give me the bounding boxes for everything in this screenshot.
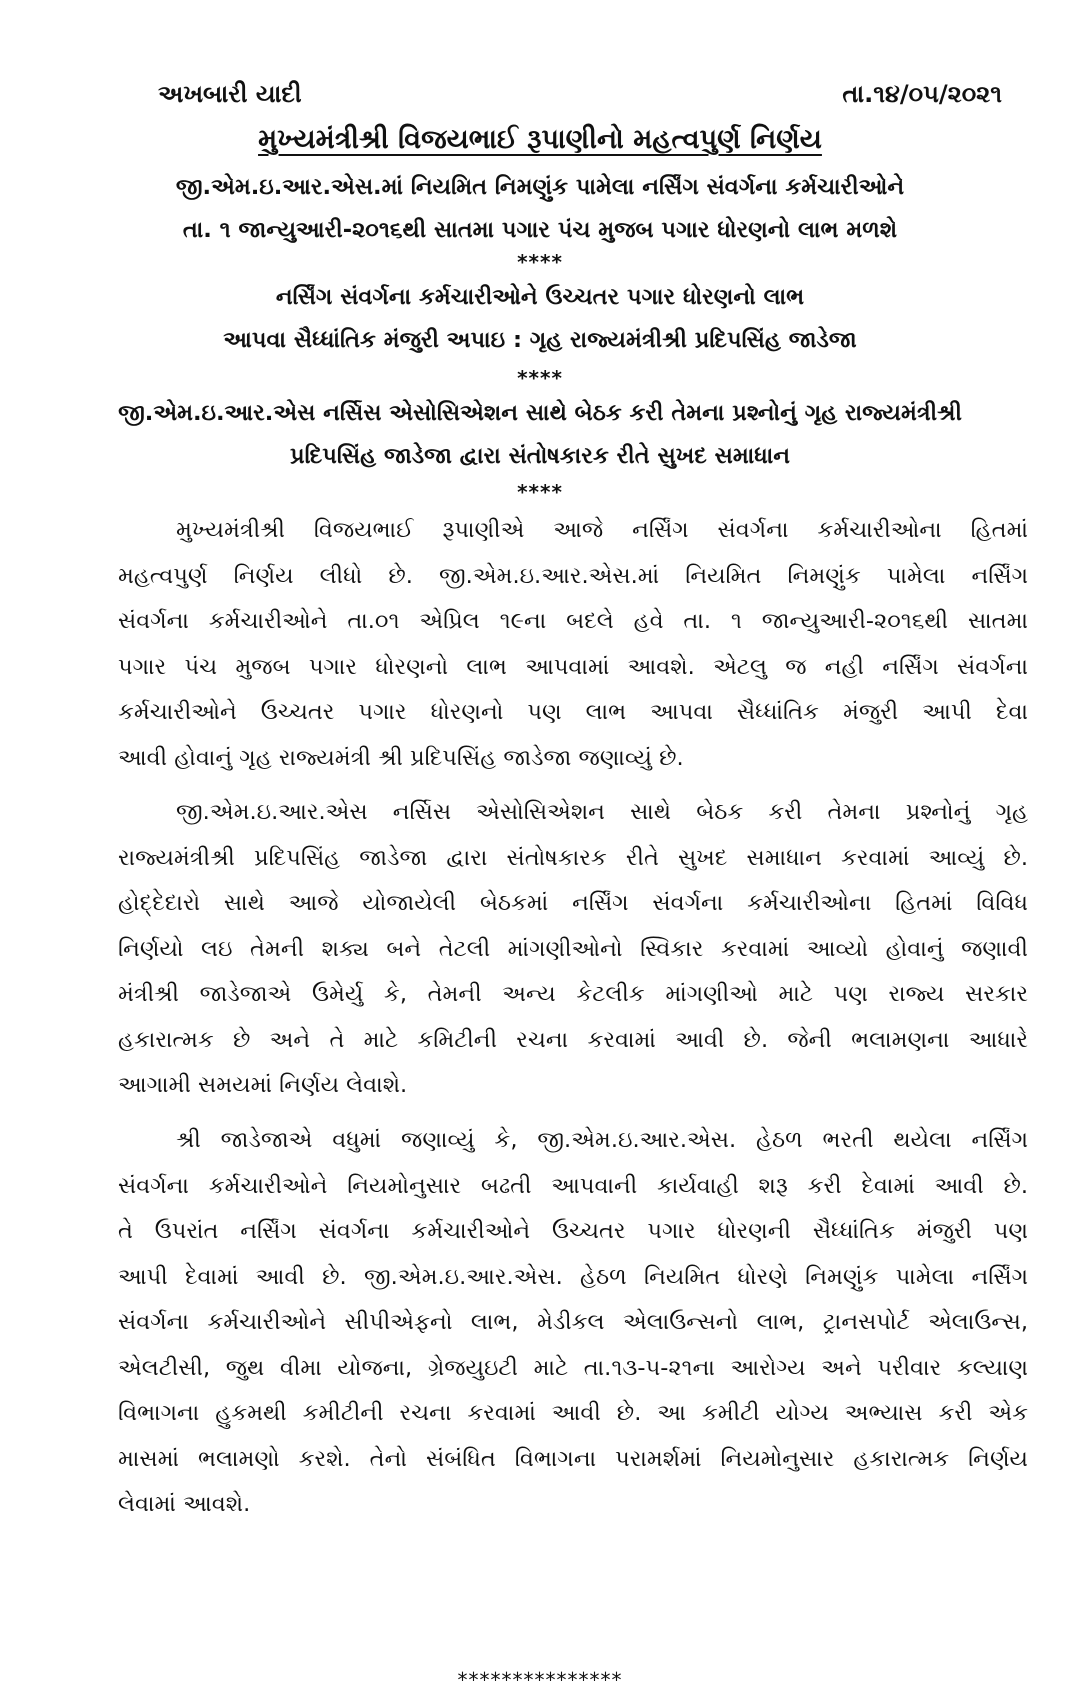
subheading-c-line: પ્રદિપસિંહ જાડેજા દ્વારા સંતોષકારક રીતે સુખદ સમાધાન: [289, 443, 791, 469]
paragraph-3: [118, 1118, 1028, 1528]
press-release-label: અખબારી યાદી: [158, 80, 302, 108]
subheading-b-line: નર્સિંગ સંવર્ગના કર્મચારીઓને ઉચ્ચતર પગાર ધોરણનો લાભ: [275, 284, 805, 310]
paragraph-2: [118, 790, 1028, 1109]
paragraph-line: પગાર પંચ મુજબ પગાર ધોરણનો લાભ આપવામાં આવશે. એટલુ જ નહી નર્સિંગ સંવર્ગના: [118, 653, 1028, 680]
paragraph-line: સંવર્ગના કર્મચારીઓને સીપીએફનો લાભ, મેડીકલ એલાઉન્સનો લાભ, ટ્રાનસપોર્ટ એલાઉન્સ,: [118, 1309, 1028, 1335]
subheading-b-line: આપવા સૈધ્ધાંતિક મંજુરી અપાઇ : ગૃહ રાજ્યમંત્રીશ્રી પ્રદિપસિંહ જાડેજા: [223, 327, 857, 353]
paragraph-line: રાજ્યમંત્રીશ્રી પ્રદિપસિંહ જાડેજા દ્વારા સંતોષકારક રીતે સુખદ સમાધાન કરવામાં આવ્યું છે.: [118, 844, 1028, 871]
separator: ****: [517, 250, 563, 274]
paragraph-line: જી.એમ.ઇ.આર.એસ નર્સિસ એસોસિએશન સાથે બેઠક કરી તેમના પ્રશ્નોનું ગૃહ: [176, 799, 1028, 825]
paragraph-line: તે ઉપરાંત નર્સિંગ સંવર્ગના કર્મચારીઓને ઉચ્ચતર પગાર ધોરણની સૈધ્ધાંતિક મંજુરી પણ: [118, 1218, 1028, 1244]
end-separator: ***************: [457, 1668, 623, 1692]
subheading-a: [40, 166, 1040, 252]
paragraph-line: વિભાગના હુકમથી કમીટીની રચના કરવામાં આવી છે. આ કમીટી યોગ્ય અભ્યાસ કરી એક: [118, 1400, 1028, 1426]
paragraph-line: હકારાત્મક છે અને તે માટે કમિટીની રચના કરવામાં આવી છે. જેની ભલામણના આધારે: [118, 1026, 1028, 1053]
paragraph-line: શ્રી જાડેજાએ વધુમાં જણાવ્યું કે, જી.એમ.ઇ.આર.એસ. હેઠળ ભરતી થયેલા નર્સિંગ: [176, 1127, 1028, 1153]
subheading-a-line: જી.એમ.ઇ.આર.એસ.માં નિયમિત નિમણુંક પામેલા નર્સિંગ સંવર્ગના કર્મચારીઓને: [175, 174, 905, 200]
separator: ****: [517, 366, 563, 390]
paragraph-line: નિર્ણયો લઇ તેમની શક્ય બને તેટલી માંગણીઓનો સ્વિકાર કરવામાં આવ્યો હોવાનું જણાવી: [118, 935, 1028, 962]
paragraph-line: મંત્રીશ્રી જાડેજાએ ઉમેર્યુ કે, તેમની અન્ય કેટલીક માંગણીઓ માટે પણ રાજ્ય સરકાર: [118, 981, 1028, 1007]
subheading-c: [40, 392, 1040, 478]
release-date: તા.૧૪/૦૫/૨૦૨૧: [842, 80, 1002, 108]
paragraph-line: સંવર્ગના કર્મચારીઓને તા.૦૧ એપ્રિલ ૧૯ના બદલે હવે તા. ૧ જાન્યુઆરી-૨૦૧૬થી સાતમા: [118, 608, 1028, 634]
paragraph-1: [118, 508, 1028, 781]
separator: ****: [517, 480, 563, 504]
subheading-a-line: તા. ૧ જાન્યુઆરી-૨૦૧૬થી સાતમા પગાર પંચ મુજબ પગાર ધોરણનો લાભ મળશે: [182, 217, 898, 243]
page-title: મુખ્યમંત્રીશ્રી વિજયભાઈ રૂપાણીનો મહત્વપુર્ણ નિર્ણય: [258, 124, 822, 155]
paragraph-line: સંવર્ગના કર્મચારીઓને નિયમોનુસાર બઢતી આપવાની કાર્યવાહી શરૂ કરી દેવામાં આવી છે.: [118, 1172, 1028, 1199]
paragraph-line: મુખ્યમંત્રીશ્રી વિજયભાઈ રૂપાણીએ આજે નર્સિંગ સંવર્ગના કર્મચારીઓના હિતમાં: [176, 517, 1028, 543]
paragraph-line: આપી દેવામાં આવી છે. જી.એમ.ઇ.આર.એસ. હેઠળ નિયમિત ધોરણે નિમણુંક પામેલા નર્સિંગ: [118, 1263, 1028, 1290]
paragraph-line: આગામી સમયમાં નિર્ણય લેવાશે.: [118, 1072, 408, 1098]
paragraph-line: કર્મચારીઓને ઉચ્ચતર પગાર ધોરણનો પણ લાભ આપવા સૈધ્ધાંતિક મંજુરી આપી દેવા: [118, 699, 1028, 725]
paragraph-line: આવી હોવાનું ગૃહ રાજ્યમંત્રી શ્રી પ્રદિપસિંહ જાડેજા જણાવ્યું છે.: [118, 744, 684, 771]
paragraph-line: મહત્વપુર્ણ નિર્ણય લીધો છે. જી.એમ.ઇ.આર.એસ.માં નિયમિત નિમણુંક પામેલા નર્સિંગ: [118, 562, 1028, 589]
paragraph-line: હોદ્દેદારો સાથે આજે યોજાયેલી બેઠકમાં નર્સિંગ સંવર્ગના કર્મચારીઓના હિતમાં વિવિધ: [118, 890, 1028, 916]
paragraph-line: એલટીસી, જુથ વીમા યોજના, ગ્રેજયુઇટી માટે તા.૧૩-૫-૨૧ના આરોગ્ય અને પરીવાર કલ્યાણ: [118, 1354, 1028, 1381]
paragraph-line: લેવામાં આવશે.: [118, 1491, 251, 1517]
subheading-b: [40, 276, 1040, 362]
subheading-c-line: જી.એમ.ઇ.આર.એસ નર્સિસ એસોસિએશન સાથે બેઠક કરી તેમના પ્રશ્નોનું ગૃહ રાજ્યમંત્રીશ્રી: [118, 400, 962, 426]
header-row: [158, 80, 1002, 108]
paragraph-line: માસમાં ભલામણો કરશે. તેનો સંબંધિત વિભાગના પરામર્શમાં નિયમોનુસાર હકારાત્મક નિર્ણય: [118, 1445, 1028, 1472]
